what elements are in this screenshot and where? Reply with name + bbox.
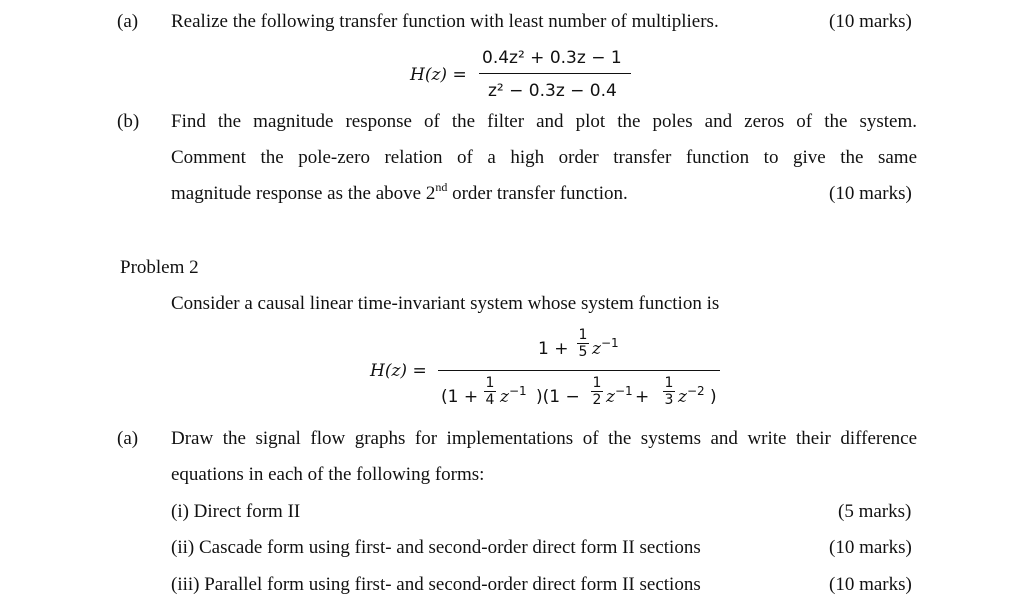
eq2-den-part-2: )(1 − [536, 387, 580, 407]
item-i-marks: (5 marks) [838, 501, 912, 522]
eq2-num-pre: 1 + [538, 339, 569, 359]
eq2-lhs: H(z) = [370, 361, 427, 381]
problem-2-a-line-2: equations in each of the following forms: [171, 464, 485, 485]
eq2-fraction-bar [438, 370, 720, 371]
eq2-den-fraction-2: 1 2 [592, 375, 602, 409]
eq2-den-part-1: (1 + [441, 387, 479, 407]
item-ii-marks: (10 marks) [829, 537, 912, 558]
part-a-label: (a) [117, 11, 139, 32]
item-iii-marks: (10 marks) [829, 574, 912, 595]
item-iii-text: (iii) Parallel form using first- and second-order direct form II sections [171, 574, 701, 595]
eq1-numerator: 0.4z² + 0.3z − 1 [482, 48, 622, 68]
eq2-den-fraction-1: 1 4 [485, 375, 495, 409]
part-a-text: Realize the following transfer function with least number of multipliers. [171, 11, 719, 32]
part-b-marks: (10 marks) [829, 183, 912, 204]
eq2-num-z: $z^{-1}$ [592, 336, 619, 359]
part-b-line-3: magnitude response as the above 2nd order transfer function. [171, 179, 628, 204]
problem-2-a-label: (a) [117, 428, 139, 449]
part-a-marks: (10 marks) [829, 11, 912, 32]
eq2-den-fraction-3: 1 3 [664, 375, 674, 409]
eq2-den-close: ) [710, 387, 717, 407]
part-b-line-1: Find the magnitude response of the filter and plot the poles and zeros of the system. [171, 111, 917, 132]
eq1-fraction-bar [479, 73, 631, 74]
item-i-text: (i) Direct form II [171, 501, 301, 522]
eq2-den-z-3: $z^{-2}$ [678, 384, 705, 407]
eq2-num-fraction: 1 5 [578, 327, 588, 361]
problem-2-heading: Problem 2 [120, 257, 199, 278]
problem-2-a-line-1: Draw the signal flow graphs for implementations of the systems and write their difference [171, 428, 917, 449]
eq2-den-plus: + [635, 387, 650, 407]
eq1-denominator: z² − 0.3z − 0.4 [488, 81, 617, 101]
eq1-lhs: H(z) = [410, 65, 467, 85]
eq2-den-z-2: $z^{-1}$ [606, 384, 633, 407]
eq2-den-z-1: $z^{-1}$ [500, 384, 527, 407]
part-b-label: (b) [117, 111, 140, 132]
problem-2-intro: Consider a causal linear time-invariant system whose system function is [171, 293, 720, 314]
item-ii-text: (ii) Cascade form using first- and second-order direct form II sections [171, 537, 701, 558]
part-b-line-2: Comment the pole-zero relation of a high order transfer function to give the same [171, 147, 917, 168]
